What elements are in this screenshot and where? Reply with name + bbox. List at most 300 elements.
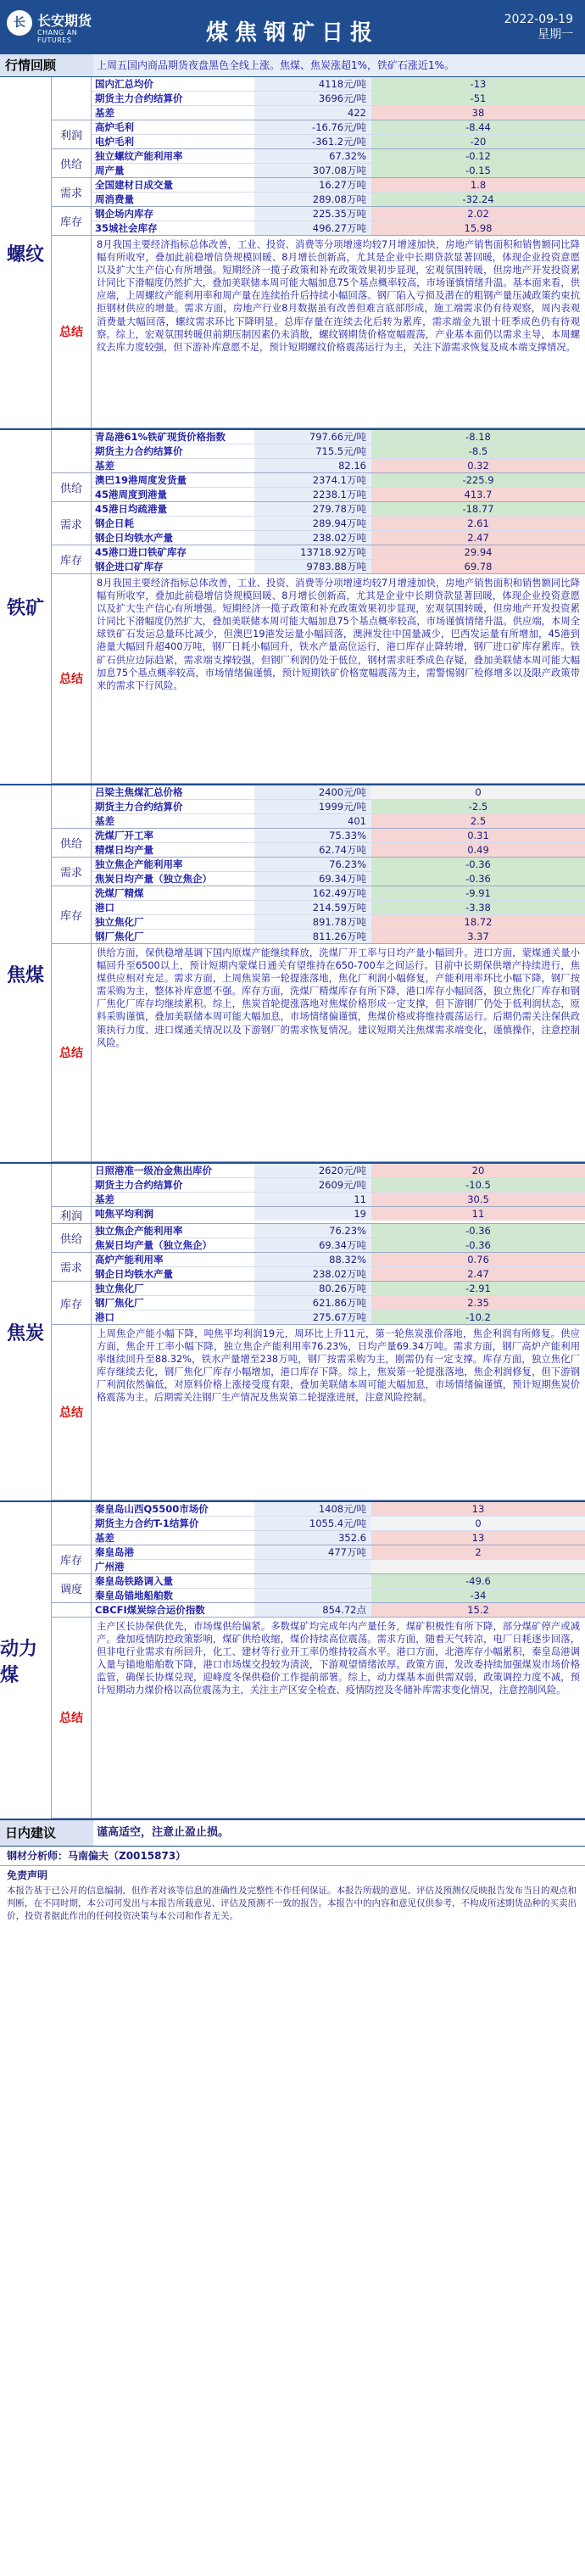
indicator-name: 基差 xyxy=(95,107,114,119)
group-label xyxy=(52,785,92,828)
table-row xyxy=(92,872,585,886)
indicator-value: 76.23% xyxy=(254,1224,371,1238)
table-row xyxy=(92,800,585,814)
indicator-value: 76.23% xyxy=(254,858,371,871)
table-row xyxy=(92,901,585,915)
indicator-value: 2620元/吨 xyxy=(254,1164,371,1177)
table-row xyxy=(92,135,585,148)
indicator-name: 吕梁主焦煤汇总价格 xyxy=(95,786,183,798)
indicator-value: 352.6 xyxy=(254,1531,371,1545)
indicator-change: -0.36 xyxy=(371,1238,585,1252)
table-row xyxy=(92,1545,585,1560)
market-review-text: 上周五国内商品期货夜盘黑色全线上涨。焦煤、焦炭涨超1%，铁矿石涨近1%。 xyxy=(97,59,455,71)
table-row xyxy=(92,1560,585,1573)
indicator-change: -10.2 xyxy=(371,1310,585,1324)
table-row xyxy=(92,1193,585,1206)
indicator-name: 期货主力合约结算价 xyxy=(95,445,183,457)
indicator-name: 独立焦化厂 xyxy=(95,1282,144,1294)
indicator-change: 18.72 xyxy=(371,915,585,929)
indicator-group xyxy=(52,829,585,858)
indicator-value: 891.78万吨 xyxy=(254,915,371,929)
summary-label: 总结 xyxy=(52,1618,92,1818)
group-rows xyxy=(92,1207,585,1223)
indicator-name: 独立螺纹产能利用率 xyxy=(95,150,183,162)
group-label: 供给 xyxy=(52,1224,92,1252)
group-label: 库存 xyxy=(52,1282,92,1324)
indicator-name: CBCFI煤炭综合运价指数 xyxy=(95,1604,205,1616)
indicator-value: 2609元/吨 xyxy=(254,1178,371,1192)
indicator-change: -51 xyxy=(371,92,585,105)
group-label: 需求 xyxy=(52,858,92,886)
indicator-value: 797.66元/吨 xyxy=(254,430,371,444)
indicator-value: 1055.4元/吨 xyxy=(254,1517,371,1530)
indicator-name: 秦皇岛山西Q5500市场价 xyxy=(95,1503,209,1515)
table-row xyxy=(92,843,585,857)
indicator-value xyxy=(254,1589,371,1602)
summary-block xyxy=(52,1325,585,1500)
indicator-value: 715.5元/吨 xyxy=(254,444,371,458)
indicator-change: 38 xyxy=(371,106,585,120)
intraday-advice xyxy=(0,1820,585,1847)
indicator-value: 289.94万吨 xyxy=(254,517,371,530)
table-row xyxy=(92,459,585,472)
indicator-change: 2.35 xyxy=(371,1296,585,1310)
table-row xyxy=(92,77,585,92)
advice-label: 日内建议 xyxy=(0,1820,93,1846)
indicator-change: 2.5 xyxy=(371,814,585,828)
group-rows xyxy=(92,1164,585,1206)
group-rows xyxy=(92,77,585,120)
table-row xyxy=(92,545,585,560)
indicator-group xyxy=(52,473,585,502)
indicator-name: 焦炭日均产量（独立焦企） xyxy=(95,873,212,885)
group-label xyxy=(52,430,92,472)
indicator-name: 基差 xyxy=(95,1532,114,1544)
group-label xyxy=(52,77,92,120)
indicator-name: 青岛港61%铁矿现货价格指数 xyxy=(95,431,226,443)
section-body xyxy=(52,1502,585,1819)
indicator-group xyxy=(52,1282,585,1325)
indicator-change: -8.5 xyxy=(371,444,585,458)
group-rows xyxy=(92,473,585,501)
indicator-change: 2.47 xyxy=(371,1267,585,1281)
table-row xyxy=(92,1517,585,1531)
indicator-value: 19 xyxy=(254,1207,371,1221)
indicator-name: 35城社会库存 xyxy=(95,222,158,234)
table-row xyxy=(92,814,585,828)
indicator-name: 洗煤厂精煤 xyxy=(95,887,144,899)
indicator-value: 1408元/吨 xyxy=(254,1502,371,1516)
indicator-value: 162.49万吨 xyxy=(254,886,371,900)
indicator-group xyxy=(52,785,585,829)
section-name: 焦炭 xyxy=(0,1164,52,1500)
table-row xyxy=(92,915,585,930)
indicator-change: -8.18 xyxy=(371,430,585,444)
indicator-value: 214.59万吨 xyxy=(254,901,371,914)
section-name: 螺纹 xyxy=(0,77,52,428)
table-row xyxy=(92,193,585,206)
table-row xyxy=(92,785,585,800)
section-name: 动力煤 xyxy=(0,1502,52,1819)
summary-text: 主产区长协保供优先，市场煤供给偏紧。多数煤矿均完成年内产量任务，煤矿积极性有所下降，部分煤矿停产或减产。叠加疫情防控政策影响，煤矿供给收缩，煤价持续高位震荡。需求方面，随着天气转凉，电厂日耗逐步回落，但非电行业需求有所回升，化工、建材等行业开工率仍维持较高水平。港口方面，北港库存小幅累积，秦皇岛港调入量与锚地船舶数下降，港口市场煤交投较为清淡，下游观望情绪浓厚。政策方面，发改委持续加强煤炭市场价格监管，确保长协煤兑现，迎峰度冬保供稳价工作提前部署。综上，动力煤基本面供需双弱，政策调控力度不减，预计短期动力煤价格以高位震荡为主，关注主产区安全检查、疫情防控及冬储补库需求变化情况，注意控制风险。 xyxy=(97,1621,580,1696)
indicator-change: -225.9 xyxy=(371,473,585,487)
group-rows xyxy=(92,149,585,177)
section-1 xyxy=(0,430,585,785)
indicator-value: 238.02万吨 xyxy=(254,531,371,545)
indicator-name: 45港日均疏港量 xyxy=(95,503,168,515)
table-row xyxy=(92,430,585,444)
indicator-change: 69.78 xyxy=(371,560,585,573)
indicator-value: 3696元/吨 xyxy=(254,92,371,105)
indicator-group xyxy=(52,886,585,944)
group-label xyxy=(52,1603,92,1617)
indicator-change: 29.94 xyxy=(371,545,585,559)
indicator-value: 279.78万吨 xyxy=(254,502,371,516)
indicator-change: -32.24 xyxy=(371,193,585,206)
indicator-value: 307.08万吨 xyxy=(254,164,371,177)
indicator-change: 2.02 xyxy=(371,207,585,221)
indicator-change: 30.5 xyxy=(371,1193,585,1206)
disclaimer-title: 免责声明 xyxy=(7,1869,48,1881)
group-label: 库存 xyxy=(52,545,92,573)
indicator-name: 日照港准一级冶金焦出库价 xyxy=(95,1165,212,1176)
indicator-change: 1.8 xyxy=(371,178,585,192)
group-rows xyxy=(92,430,585,472)
group-rows xyxy=(92,545,585,573)
group-rows xyxy=(92,829,585,857)
group-rows xyxy=(92,1603,585,1617)
advice-text: 谨高适空，注意止盈止损。 xyxy=(97,1826,230,1839)
section-name: 焦煤 xyxy=(0,785,52,1162)
indicator-name: 45港口进口铁矿库存 xyxy=(95,546,187,558)
indicator-change: -18.77 xyxy=(371,502,585,516)
indicator-group xyxy=(52,149,585,178)
summary-label: 总结 xyxy=(52,236,92,427)
summary-label: 总结 xyxy=(52,944,92,1161)
indicator-change: 15.2 xyxy=(371,1603,585,1617)
indicator-value: 9783.88万吨 xyxy=(254,560,371,573)
group-rows xyxy=(92,785,585,828)
indicator-name: 吨焦平均利润 xyxy=(95,1208,153,1220)
indicator-value: 275.67万吨 xyxy=(254,1310,371,1324)
indicator-group xyxy=(52,120,585,149)
disclaimer-text: 本报告基于已公开的信息编制，但作者对该等信息的准确性及完整性不作任何保证。本报告所载的意见、评估及预测仅反映报告发布当日的观点和判断，在不同时期，本公司可发出与本报告所载意见、评估及预测不一致的报告。本报告中的内容和意见仅供参考，不构成所述期货品种的买卖出价，投资者据此作出的任何投资决策与本公司和作者无关。 xyxy=(7,1886,577,1921)
indicator-name: 45港周度到港量 xyxy=(95,489,168,500)
report-date xyxy=(504,12,573,42)
table-row xyxy=(92,1531,585,1545)
indicator-value: 69.34万吨 xyxy=(254,1238,371,1252)
table-row xyxy=(92,886,585,901)
summary-text: 上周焦企产能小幅下降，吨焦平均利润19元，周环比上升11元，第一轮焦炭涨价落地，焦企利润有所修复。供应方面，焦企开工率小幅下降，独立焦企产能利用率76.23%，日均产量69.34万吨。需求方面，钢厂高炉产能利用率继续回升至88.32%，铁水产量增至238万吨，钢厂按需采购为主，刚需仍有一定支撑。库存方面，独立焦化厂库存继续去化，钢厂焦化厂库存小幅增加，港口库存下降。综上，焦炭第一轮提涨落地，焦企利润修复，但下游钢厂利润依然偏低，对原料价格上涨接受度有限，叠加美联储本周可能大幅加息，市场情绪偏谨慎，预计短期焦炭价格震荡为主。后期需关注钢厂生产情况及焦炭第二轮提涨进展，注意风险控制。 xyxy=(97,1328,580,1404)
report-title: 煤焦钢矿日报 xyxy=(205,20,379,46)
indicator-change: -34 xyxy=(371,1589,585,1602)
group-rows xyxy=(92,1545,585,1573)
group-label: 利润 xyxy=(52,1207,92,1223)
table-row xyxy=(92,1574,585,1589)
indicator-change: 2.61 xyxy=(371,517,585,530)
summary-text: 供给方面，保供稳增基调下国内原煤产能继续释放，洗煤厂开工率与日均产量小幅回升。进口方面，蒙煤通关量小幅回升至6500以上，预计短期内蒙煤日通关有望维持在650-700车之间运行。目前中长期保供增产持续进行，焦煤供应相对充足。需求方面，上周焦炭第一轮提涨落地，焦化厂利润小幅修复，产能利用率环比小幅下降，钢厂按需采购为主，整体补库意愿不强。库存方面，洗煤厂精煤库存有所下降，港口库存小幅回落，独立焦化厂库存和钢厂焦化厂库存均继续累积。综上，焦炭首轮提涨落地对焦煤价格形成一定支撑，但下游钢厂仍处于低利润状态，原料采购谨慎，叠加美联储本周可能大幅加息，市场情绪偏谨慎，焦煤价格或将维持震荡运行。后期仍需关注保供政策执行力度、进口煤通关情况以及下游钢厂的需求恢复情况。建议短期关注焦煤需求端变化，谨慎操作，注意控制风险。 xyxy=(97,947,580,1048)
indicator-group xyxy=(52,545,585,574)
indicator-value: 2400元/吨 xyxy=(254,785,371,799)
indicator-value: 477万吨 xyxy=(254,1545,371,1559)
table-row xyxy=(92,517,585,531)
indicator-change xyxy=(371,1560,585,1573)
indicator-change: -0.36 xyxy=(371,858,585,871)
section-body xyxy=(52,1164,585,1500)
group-rows xyxy=(92,1253,585,1281)
indicator-group xyxy=(52,1253,585,1282)
table-row xyxy=(92,1589,585,1602)
indicator-name: 电炉毛利 xyxy=(95,136,134,148)
indicator-name: 钢企进口矿库存 xyxy=(95,561,164,573)
group-rows xyxy=(92,178,585,206)
group-rows xyxy=(92,120,585,148)
indicator-name: 钢企场内库存 xyxy=(95,208,153,220)
indicator-name: 高炉产能利用率 xyxy=(95,1254,164,1266)
table-row xyxy=(92,92,585,106)
indicator-name: 洗煤厂开工率 xyxy=(95,830,153,841)
indicator-group xyxy=(52,77,585,120)
indicator-change: 0 xyxy=(371,785,585,799)
section-body xyxy=(52,785,585,1162)
section-3 xyxy=(0,1164,585,1502)
indicator-change: -2.5 xyxy=(371,800,585,813)
group-rows xyxy=(92,1282,585,1324)
table-row xyxy=(92,531,585,545)
indicator-group xyxy=(52,1502,585,1545)
indicator-group xyxy=(52,430,585,473)
indicator-name: 秦皇岛港 xyxy=(95,1546,134,1558)
indicator-name: 期货主力合约结算价 xyxy=(95,1179,183,1191)
indicator-change: 11 xyxy=(371,1207,585,1221)
table-row xyxy=(92,221,585,235)
section-body xyxy=(52,77,585,428)
group-label: 库存 xyxy=(52,886,92,943)
indicator-change: -10.5 xyxy=(371,1178,585,1192)
group-label: 供给 xyxy=(52,473,92,501)
indicator-value: 621.86万吨 xyxy=(254,1296,371,1310)
section-0 xyxy=(0,77,585,430)
indicator-value: 69.34万吨 xyxy=(254,872,371,886)
company-name: 长安期货 xyxy=(37,13,92,29)
indicator-name: 精煤日均产量 xyxy=(95,844,153,856)
indicator-name: 基差 xyxy=(95,1193,114,1205)
group-label: 库存 xyxy=(52,207,92,235)
indicator-name: 国内汇总均价 xyxy=(95,78,153,90)
indicator-value: 854.72点 xyxy=(254,1603,371,1617)
table-row xyxy=(92,1178,585,1193)
section-4 xyxy=(0,1502,585,1820)
indicator-value: 2238.1万吨 xyxy=(254,488,371,501)
indicator-change: 13 xyxy=(371,1531,585,1545)
summary-block xyxy=(52,1618,585,1819)
group-label: 供给 xyxy=(52,149,92,177)
summary-block xyxy=(52,236,585,428)
indicator-group xyxy=(52,502,585,545)
indicator-value: 16.27万吨 xyxy=(254,178,371,192)
indicator-value: 75.33% xyxy=(254,829,371,842)
indicator-name: 澳巴19港周度发货量 xyxy=(95,474,187,486)
table-row xyxy=(92,106,585,120)
indicator-name: 钢厂焦化厂 xyxy=(95,930,144,942)
group-label xyxy=(52,1164,92,1206)
table-row xyxy=(92,488,585,501)
indicator-change: 0.76 xyxy=(371,1253,585,1266)
summary-block xyxy=(52,944,585,1162)
group-rows xyxy=(92,1574,585,1602)
indicator-value xyxy=(254,1560,371,1573)
table-row xyxy=(92,1164,585,1178)
group-label: 需求 xyxy=(52,1253,92,1281)
indicator-change: -0.36 xyxy=(371,1224,585,1238)
indicator-value: 225.35万吨 xyxy=(254,207,371,221)
indicator-value: 496.27万吨 xyxy=(254,221,371,235)
indicator-value: 422 xyxy=(254,106,371,120)
indicator-change: 0 xyxy=(371,1517,585,1530)
indicator-value: 811.26万吨 xyxy=(254,930,371,943)
logo-icon: 长 xyxy=(7,10,32,36)
indicator-change: 2 xyxy=(371,1545,585,1559)
indicator-name: 港口 xyxy=(95,902,114,914)
indicator-value: 82.16 xyxy=(254,459,371,472)
table-row xyxy=(92,560,585,573)
section-body xyxy=(52,430,585,784)
table-row xyxy=(92,1296,585,1310)
indicator-group xyxy=(52,207,585,236)
indicator-change: -13 xyxy=(371,77,585,91)
indicator-change: 13 xyxy=(371,1502,585,1516)
indicator-name: 钢企日均铁水产量 xyxy=(95,532,173,544)
indicator-name: 秦皇岛铁路调入量 xyxy=(95,1575,173,1587)
section-name: 铁矿 xyxy=(0,430,52,784)
indicator-change: -0.36 xyxy=(371,872,585,886)
report-header xyxy=(0,0,585,54)
indicator-value: 62.74万吨 xyxy=(254,843,371,857)
summary-label: 总结 xyxy=(52,574,92,783)
group-label: 需求 xyxy=(52,502,92,545)
market-review-label: 行情回顾 xyxy=(0,54,93,76)
indicator-change: -49.6 xyxy=(371,1574,585,1588)
table-row xyxy=(92,207,585,221)
group-rows xyxy=(92,886,585,943)
indicator-change: 2.47 xyxy=(371,531,585,545)
group-label: 调度 xyxy=(52,1574,92,1602)
indicator-value: 289.08万吨 xyxy=(254,193,371,206)
indicator-value: 238.02万吨 xyxy=(254,1267,371,1281)
indicator-name: 独立焦化厂 xyxy=(95,916,144,928)
indicator-name: 周消费量 xyxy=(95,193,134,205)
indicator-group xyxy=(52,1545,585,1574)
indicator-name: 周产量 xyxy=(95,165,125,176)
indicator-value: 1999元/吨 xyxy=(254,800,371,813)
analyst-info: 钢材分析师：马南偏夫（Z0015873） xyxy=(0,1847,585,1866)
indicator-name: 钢企日均铁水产量 xyxy=(95,1268,173,1280)
indicator-value: -361.2元/吨 xyxy=(254,135,371,148)
company-name-en: CHANG AN FUTURES xyxy=(37,29,78,44)
indicator-name: 高炉毛利 xyxy=(95,121,134,133)
indicator-value: 80.26万吨 xyxy=(254,1282,371,1295)
indicator-change: -0.12 xyxy=(371,149,585,163)
group-rows xyxy=(92,502,585,545)
table-row xyxy=(92,1224,585,1238)
group-label: 需求 xyxy=(52,178,92,206)
indicator-name: 基差 xyxy=(95,815,114,827)
summary-text: 8月我国主要经济指标总体改善，工业、投资、消费等分项增速均较7月增速加快，房地产销售面积和销售额同比降幅有所收窄，叠加此前稳增信贷规模回暖、8月增长创新高，尤其是企业中长期贷款显著回暖，体现企业投资意愿以及扩大生产信心有所增强。短期经济一揽子政策和补充政策效果初步显现，宏观氛围转暖，但房地产开发投资累计同比下滑幅度仍然扩大，叠加美联储本周可能大幅加息75个基点概率较高，市场谨慎情绪升温。基本面来看，供应端，上周螺纹产能利用率和周产量在连续抬升后持续小幅回落。钢厂陷入亏损及潜在的粗钢产量压减政策约束抗拒钢材供应的增量。需求方面，房地产行业8月数据虽有改善但难言底部形成，施工端需求仍有待观察，周内表观消费量大幅回落，螺纹需求环比下降明显。总库存量在连续去化后转为累库，需求端金九银十旺季成色仍有待观察。综上，宏观氛围转暖但前期压制因素仍未消散，螺纹钢期货价格宽幅震荡，产业基本面仍以需求主导，本周螺纹去库力度较强，但下游补库意愿不足，预计短期螺纹价格震荡运行为主，关注下游需求恢复及成本端支撑情况。 xyxy=(97,239,580,353)
indicator-value: 88.32% xyxy=(254,1253,371,1266)
table-row xyxy=(92,444,585,459)
indicator-value: 2374.1万吨 xyxy=(254,473,371,487)
group-rows xyxy=(92,207,585,235)
table-row xyxy=(92,1282,585,1296)
indicator-value: -16.76元/吨 xyxy=(254,120,371,134)
indicator-value: 67.32% xyxy=(254,149,371,163)
group-label: 利润 xyxy=(52,120,92,148)
table-row xyxy=(92,1207,585,1221)
indicator-change: 0.49 xyxy=(371,843,585,857)
table-row xyxy=(92,473,585,488)
indicator-name: 钢企日耗 xyxy=(95,517,134,529)
indicator-change: -0.15 xyxy=(371,164,585,177)
indicator-group xyxy=(52,1164,585,1207)
weekday-text: 星期一 xyxy=(538,28,573,42)
indicator-change: -9.91 xyxy=(371,886,585,900)
table-row xyxy=(92,1253,585,1267)
table-row xyxy=(92,829,585,843)
group-rows xyxy=(92,1224,585,1252)
indicator-group xyxy=(52,1207,585,1224)
indicator-value xyxy=(254,1574,371,1588)
indicator-change: 20 xyxy=(371,1164,585,1177)
table-row xyxy=(92,1603,585,1617)
indicator-name: 独立焦企产能利用率 xyxy=(95,1225,183,1237)
indicator-change: -20 xyxy=(371,135,585,148)
indicator-name: 期货主力合约T-1结算价 xyxy=(95,1517,199,1529)
group-label xyxy=(52,1502,92,1545)
table-row xyxy=(92,502,585,517)
market-review xyxy=(0,54,585,77)
indicator-value: 11 xyxy=(254,1193,371,1206)
indicator-name: 独立焦企产能利用率 xyxy=(95,858,183,870)
summary-text: 8月我国主要经济指标总体改善，工业、投资、消费等分项增速均较7月增速加快，房地产销售面积和销售额同比降幅有所收窄，叠加此前稳增信贷规模回暖、8月增长创新高，尤其是企业中长期贷款显著回暖，体现企业投资意愿以及扩大生产信心有所增强。短期经济一揽子政策和补充政策效果初步显现，宏观氛围转暖，但房地产开发投资累计同比下滑幅度仍然扩大，叠加美联储本周可能大幅加息75个基点概率较高，市场谨慎情绪升温。供应端，本周全球铁矿石发运总量环比减少，但澳巴19港发运量小幅回落，澳洲发往中国量减少，巴西发运量有所增加，45港到港量大幅回升超400万吨，钢厂日耗小幅回升，铁水产量高位运行，港口库存止降转增，钢厂进口矿库存累库。铁矿石供应边际趋紧，需求端支撑较强，但钢厂利润仍处于低位，钢材需求旺季成色存疑，叠加美联储本周可能大幅加息75个基点概率较高，市场情绪偏谨慎，预计短期铁矿价格宽幅震荡为主，需警惕钢厂检修增多以及限产政策带来的需求下行风险。 xyxy=(97,578,580,691)
indicator-name: 期货主力合约结算价 xyxy=(95,92,183,104)
summary-block xyxy=(52,574,585,784)
indicator-name: 期货主力合约结算价 xyxy=(95,801,183,813)
indicator-name: 基差 xyxy=(95,460,114,472)
indicator-change: -2.91 xyxy=(371,1282,585,1295)
indicator-name: 焦炭日均产量（独立焦企） xyxy=(95,1239,212,1251)
table-row xyxy=(92,164,585,177)
indicator-name: 全国建材日成交量 xyxy=(95,179,173,191)
table-row xyxy=(92,1310,585,1324)
table-row xyxy=(92,1502,585,1517)
indicator-change: -8.44 xyxy=(371,120,585,134)
indicator-change: 0.32 xyxy=(371,459,585,472)
indicator-name: 广州港 xyxy=(95,1561,125,1573)
date-text: 2022-09-19 xyxy=(504,13,573,26)
group-rows xyxy=(92,1502,585,1545)
indicator-change: -3.38 xyxy=(371,901,585,914)
indicator-value: 401 xyxy=(254,814,371,828)
indicator-group xyxy=(52,858,585,886)
indicator-name: 钢厂焦化厂 xyxy=(95,1297,144,1309)
indicator-change: 15.98 xyxy=(371,221,585,235)
group-label: 库存 xyxy=(52,1545,92,1573)
indicator-change: 413.7 xyxy=(371,488,585,501)
group-label: 供给 xyxy=(52,829,92,857)
indicator-name: 港口 xyxy=(95,1311,114,1323)
indicator-group xyxy=(52,178,585,207)
indicator-group xyxy=(52,1603,585,1618)
